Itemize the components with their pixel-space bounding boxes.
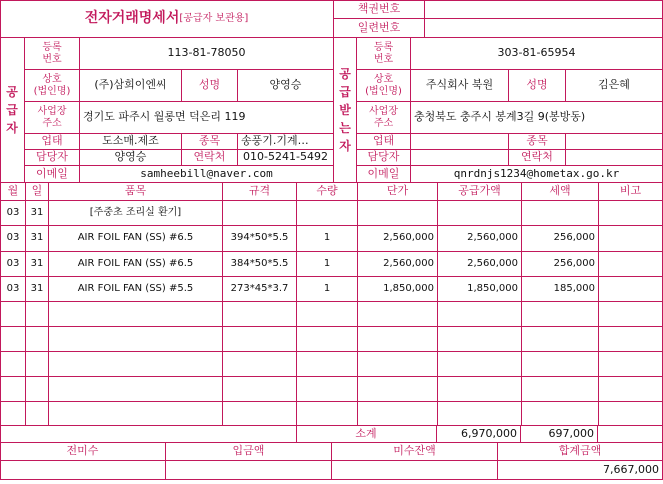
receiver-name: 김은혜 xyxy=(598,78,630,92)
col-header-note: 비고 xyxy=(619,184,642,198)
empty-cell xyxy=(1,402,25,426)
supplier-name-label: 성명 xyxy=(198,78,221,92)
h-line xyxy=(0,276,663,277)
h-line xyxy=(0,376,663,377)
total-amount-label: 합계금액 xyxy=(558,444,602,458)
empty-cell xyxy=(438,327,521,351)
h-line xyxy=(356,69,663,70)
receiver-business-item xyxy=(566,134,662,149)
empty-cell xyxy=(1,302,25,326)
empty-cell xyxy=(26,302,48,326)
item-spec: 384*50*5.5 xyxy=(230,258,289,270)
v-line xyxy=(181,133,182,166)
supplier-side-label: 공 급 자 xyxy=(6,85,18,135)
h-line xyxy=(0,351,663,352)
previous-balance-value xyxy=(0,461,165,479)
empty-cell xyxy=(223,302,296,326)
receiver-manager-label: 담당자 xyxy=(367,150,400,164)
supplier-business-item: 송풍기.기계… xyxy=(241,134,309,148)
supplier-company-label: 상호 (법인명) xyxy=(33,74,71,97)
empty-cell xyxy=(522,302,598,326)
v-line xyxy=(410,37,411,183)
col-header-tax: 세액 xyxy=(549,184,571,198)
v-line xyxy=(357,182,358,426)
v-line xyxy=(24,37,25,183)
supplier-contact-label: 연락처 xyxy=(193,150,226,164)
supplier-business-type-label: 업태 xyxy=(41,134,63,148)
supplier-email: samheebill@naver.com xyxy=(140,166,273,180)
supplier-business-item-label: 종목 xyxy=(198,134,221,148)
h-line xyxy=(0,200,663,201)
v-line xyxy=(436,425,437,443)
receiver-email-label: 이메일 xyxy=(367,166,400,180)
h-line xyxy=(356,101,663,102)
receiver-reg-label: 등록 번호 xyxy=(373,42,394,65)
item-spec: 273*45*3.7 xyxy=(230,283,289,295)
empty-cell xyxy=(358,327,437,351)
supplier-address-label: 사업장 주소 xyxy=(37,106,67,129)
col-header-supply-amount: 공급가액 xyxy=(458,184,501,198)
item-unit-price: 1,850,000 xyxy=(383,283,434,295)
h-line xyxy=(24,165,334,166)
item-unit-price xyxy=(358,201,437,225)
empty-cell xyxy=(1,327,25,351)
item-day: 31 xyxy=(30,283,44,295)
supplier-email-label: 이메일 xyxy=(36,166,68,180)
item-note xyxy=(599,226,662,250)
item-note xyxy=(599,201,662,225)
previous-balance-label: 전미수 xyxy=(66,444,99,458)
h-line xyxy=(0,301,663,302)
item-month: 03 xyxy=(6,232,20,244)
empty-cell xyxy=(599,302,662,326)
item-supply-amount: 2,560,000 xyxy=(467,258,518,270)
empty-cell xyxy=(1,352,25,376)
receiver-email: qnrdnjs1234@hometax.go.kr xyxy=(453,166,620,180)
item-item: AIR FOIL FAN (SS) #6.5 xyxy=(77,258,194,270)
receiver-name-label: 성명 xyxy=(526,78,548,92)
empty-cell xyxy=(297,402,357,426)
item-item: AIR FOIL FAN (SS) #6.5 xyxy=(77,232,194,244)
border-left xyxy=(0,0,1,480)
supplier-address: 경기도 파주시 월롱면 덕은리 119 xyxy=(83,110,246,124)
serial-number-label: 일련번호 xyxy=(357,20,401,34)
deposit-value xyxy=(166,461,331,479)
empty-cell xyxy=(223,402,296,426)
v-line xyxy=(333,0,334,183)
item-tax: 256,000 xyxy=(553,258,595,270)
subtitle-text: [공급자 보관용] xyxy=(179,12,249,24)
empty-cell xyxy=(297,327,357,351)
empty-cell xyxy=(358,302,437,326)
item-tax: 185,000 xyxy=(553,283,595,295)
item-supply-amount xyxy=(438,201,521,225)
empty-cell xyxy=(26,327,48,351)
receiver-side-label: 공 급 받 는 자 xyxy=(339,67,351,153)
deposit-label: 입금액 xyxy=(232,444,265,458)
v-line xyxy=(508,133,509,166)
h-line xyxy=(0,326,663,327)
empty-cell xyxy=(297,352,357,376)
v-line xyxy=(597,425,598,443)
v-line xyxy=(497,442,498,480)
empty-cell xyxy=(297,302,357,326)
empty-cell xyxy=(599,327,662,351)
receiver-business-item-label: 종목 xyxy=(526,134,548,148)
receiver-manager xyxy=(411,150,508,165)
empty-cell xyxy=(26,377,48,401)
item-supply-amount: 1,850,000 xyxy=(467,283,518,295)
v-line xyxy=(165,442,166,480)
total-amount-value: 7,667,000 xyxy=(603,462,659,476)
h-line xyxy=(0,182,663,183)
h-line xyxy=(0,401,663,402)
invoice-title xyxy=(0,0,333,37)
item-month: 03 xyxy=(6,258,20,270)
empty-cell xyxy=(358,402,437,426)
empty-cell xyxy=(223,352,296,376)
empty-cell xyxy=(223,377,296,401)
h-line xyxy=(24,69,334,70)
item-note xyxy=(599,252,662,276)
empty-cell xyxy=(438,402,521,426)
v-line xyxy=(296,182,297,426)
v-line xyxy=(237,69,238,102)
supplier-reg-label: 등록 번호 xyxy=(42,42,62,65)
receiver-business-type-label: 업태 xyxy=(372,134,395,148)
item-unit-price: 2,560,000 xyxy=(383,258,434,270)
empty-cell xyxy=(1,377,25,401)
empty-cell xyxy=(49,402,222,426)
item-qty: 1 xyxy=(323,258,331,270)
v-line xyxy=(424,0,425,38)
empty-cell xyxy=(599,352,662,376)
v-line xyxy=(48,182,49,426)
h-line xyxy=(0,460,663,461)
v-line xyxy=(565,133,566,166)
receiver-company-label: 상호 (법인명) xyxy=(365,74,402,97)
h-line xyxy=(0,37,663,38)
supplier-manager: 양영승 xyxy=(114,150,147,164)
book-number-value xyxy=(425,0,662,18)
empty-cell xyxy=(438,302,521,326)
item-tax xyxy=(522,201,598,225)
v-line xyxy=(437,182,438,426)
border-top xyxy=(0,0,663,1)
item-tax: 256,000 xyxy=(553,232,595,244)
empty-cell xyxy=(438,377,521,401)
item-qty: 1 xyxy=(323,283,331,295)
empty-cell xyxy=(358,377,437,401)
unpaid-balance-value xyxy=(332,461,497,479)
empty-cell xyxy=(49,302,222,326)
supplier-manager-label: 담당자 xyxy=(36,150,68,164)
v-line xyxy=(521,182,522,426)
supplier-contact: 010-5241-5492 xyxy=(243,150,328,164)
item-note xyxy=(599,277,662,301)
empty-cell xyxy=(49,377,222,401)
v-line xyxy=(520,425,521,443)
empty-cell xyxy=(522,377,598,401)
empty-cell xyxy=(26,352,48,376)
v-line xyxy=(508,69,509,102)
empty-cell xyxy=(522,327,598,351)
item-month: 03 xyxy=(6,207,20,219)
item-item: AIR FOIL FAN (SS) #5.5 xyxy=(77,283,194,295)
item-day: 31 xyxy=(30,207,44,219)
item-qty xyxy=(297,201,357,225)
receiver-company: 주식회사 북원 xyxy=(425,78,494,92)
v-line xyxy=(565,69,566,102)
h-line xyxy=(24,101,334,102)
v-line xyxy=(79,37,80,183)
receiver-address: 충청북도 충주시 봉계3길 9(봉방동) xyxy=(414,110,586,124)
h-line xyxy=(356,149,663,150)
h-line xyxy=(0,251,663,252)
col-header-month: 월 xyxy=(7,184,19,198)
h-line xyxy=(24,133,334,134)
supplier-company: (주)삼희이엔씨 xyxy=(94,78,167,92)
empty-cell xyxy=(438,352,521,376)
empty-cell xyxy=(358,352,437,376)
col-header-item: 품목 xyxy=(124,184,147,198)
item-spec: 394*50*5.5 xyxy=(230,232,289,244)
h-line xyxy=(0,425,663,426)
col-header-qty: 수량 xyxy=(316,184,338,198)
receiver-contact-label: 연락처 xyxy=(521,150,553,164)
v-line xyxy=(296,425,297,443)
v-line xyxy=(331,442,332,480)
empty-cell xyxy=(522,402,598,426)
v-line xyxy=(598,182,599,426)
subtotal-supply-amount: 6,970,000 xyxy=(461,426,517,440)
v-line xyxy=(356,37,357,183)
item-day: 31 xyxy=(30,258,44,270)
empty-cell xyxy=(599,377,662,401)
book-number-label: 책권번호 xyxy=(357,1,401,15)
supplier-name: 양영승 xyxy=(269,78,302,92)
unpaid-balance-label: 미수잔액 xyxy=(393,444,436,458)
v-line xyxy=(222,182,223,426)
col-header-unit-price: 단가 xyxy=(386,184,409,198)
receiver-contact xyxy=(566,150,662,165)
v-line xyxy=(237,133,238,166)
h-line xyxy=(24,149,334,150)
empty-cell xyxy=(49,327,222,351)
v-line xyxy=(25,182,26,426)
h-line xyxy=(0,225,663,226)
subtotal-label: 소계 xyxy=(355,426,377,440)
supplier-reg-number: 113-81-78050 xyxy=(167,46,246,60)
serial-number-value xyxy=(425,19,662,37)
v-line xyxy=(181,69,182,102)
empty-cell xyxy=(49,352,222,376)
supplier-business-type: 도소매.제조 xyxy=(102,134,159,148)
item-item: [주중초 조리실 환기] xyxy=(89,207,182,219)
h-line xyxy=(356,165,663,166)
empty-cell xyxy=(599,402,662,426)
item-unit-price: 2,560,000 xyxy=(383,232,434,244)
empty-cell xyxy=(223,327,296,351)
h-line xyxy=(356,133,663,134)
item-qty: 1 xyxy=(323,232,331,244)
title-text: 전자거래명세서 xyxy=(84,10,180,27)
item-spec xyxy=(223,201,296,225)
empty-cell xyxy=(297,377,357,401)
item-day: 31 xyxy=(30,232,44,244)
item-month: 03 xyxy=(6,283,20,295)
receiver-reg-number: 303-81-65954 xyxy=(497,46,576,60)
receiver-business-type xyxy=(411,134,508,149)
receiver-address-label: 사업장 주소 xyxy=(369,106,398,129)
h-line xyxy=(333,18,663,19)
col-header-day: 일 xyxy=(31,184,43,198)
empty-cell xyxy=(522,352,598,376)
item-supply-amount: 2,560,000 xyxy=(467,232,518,244)
subtotal-tax-amount: 697,000 xyxy=(548,426,594,440)
empty-cell xyxy=(26,402,48,426)
col-header-spec: 규격 xyxy=(248,184,271,198)
